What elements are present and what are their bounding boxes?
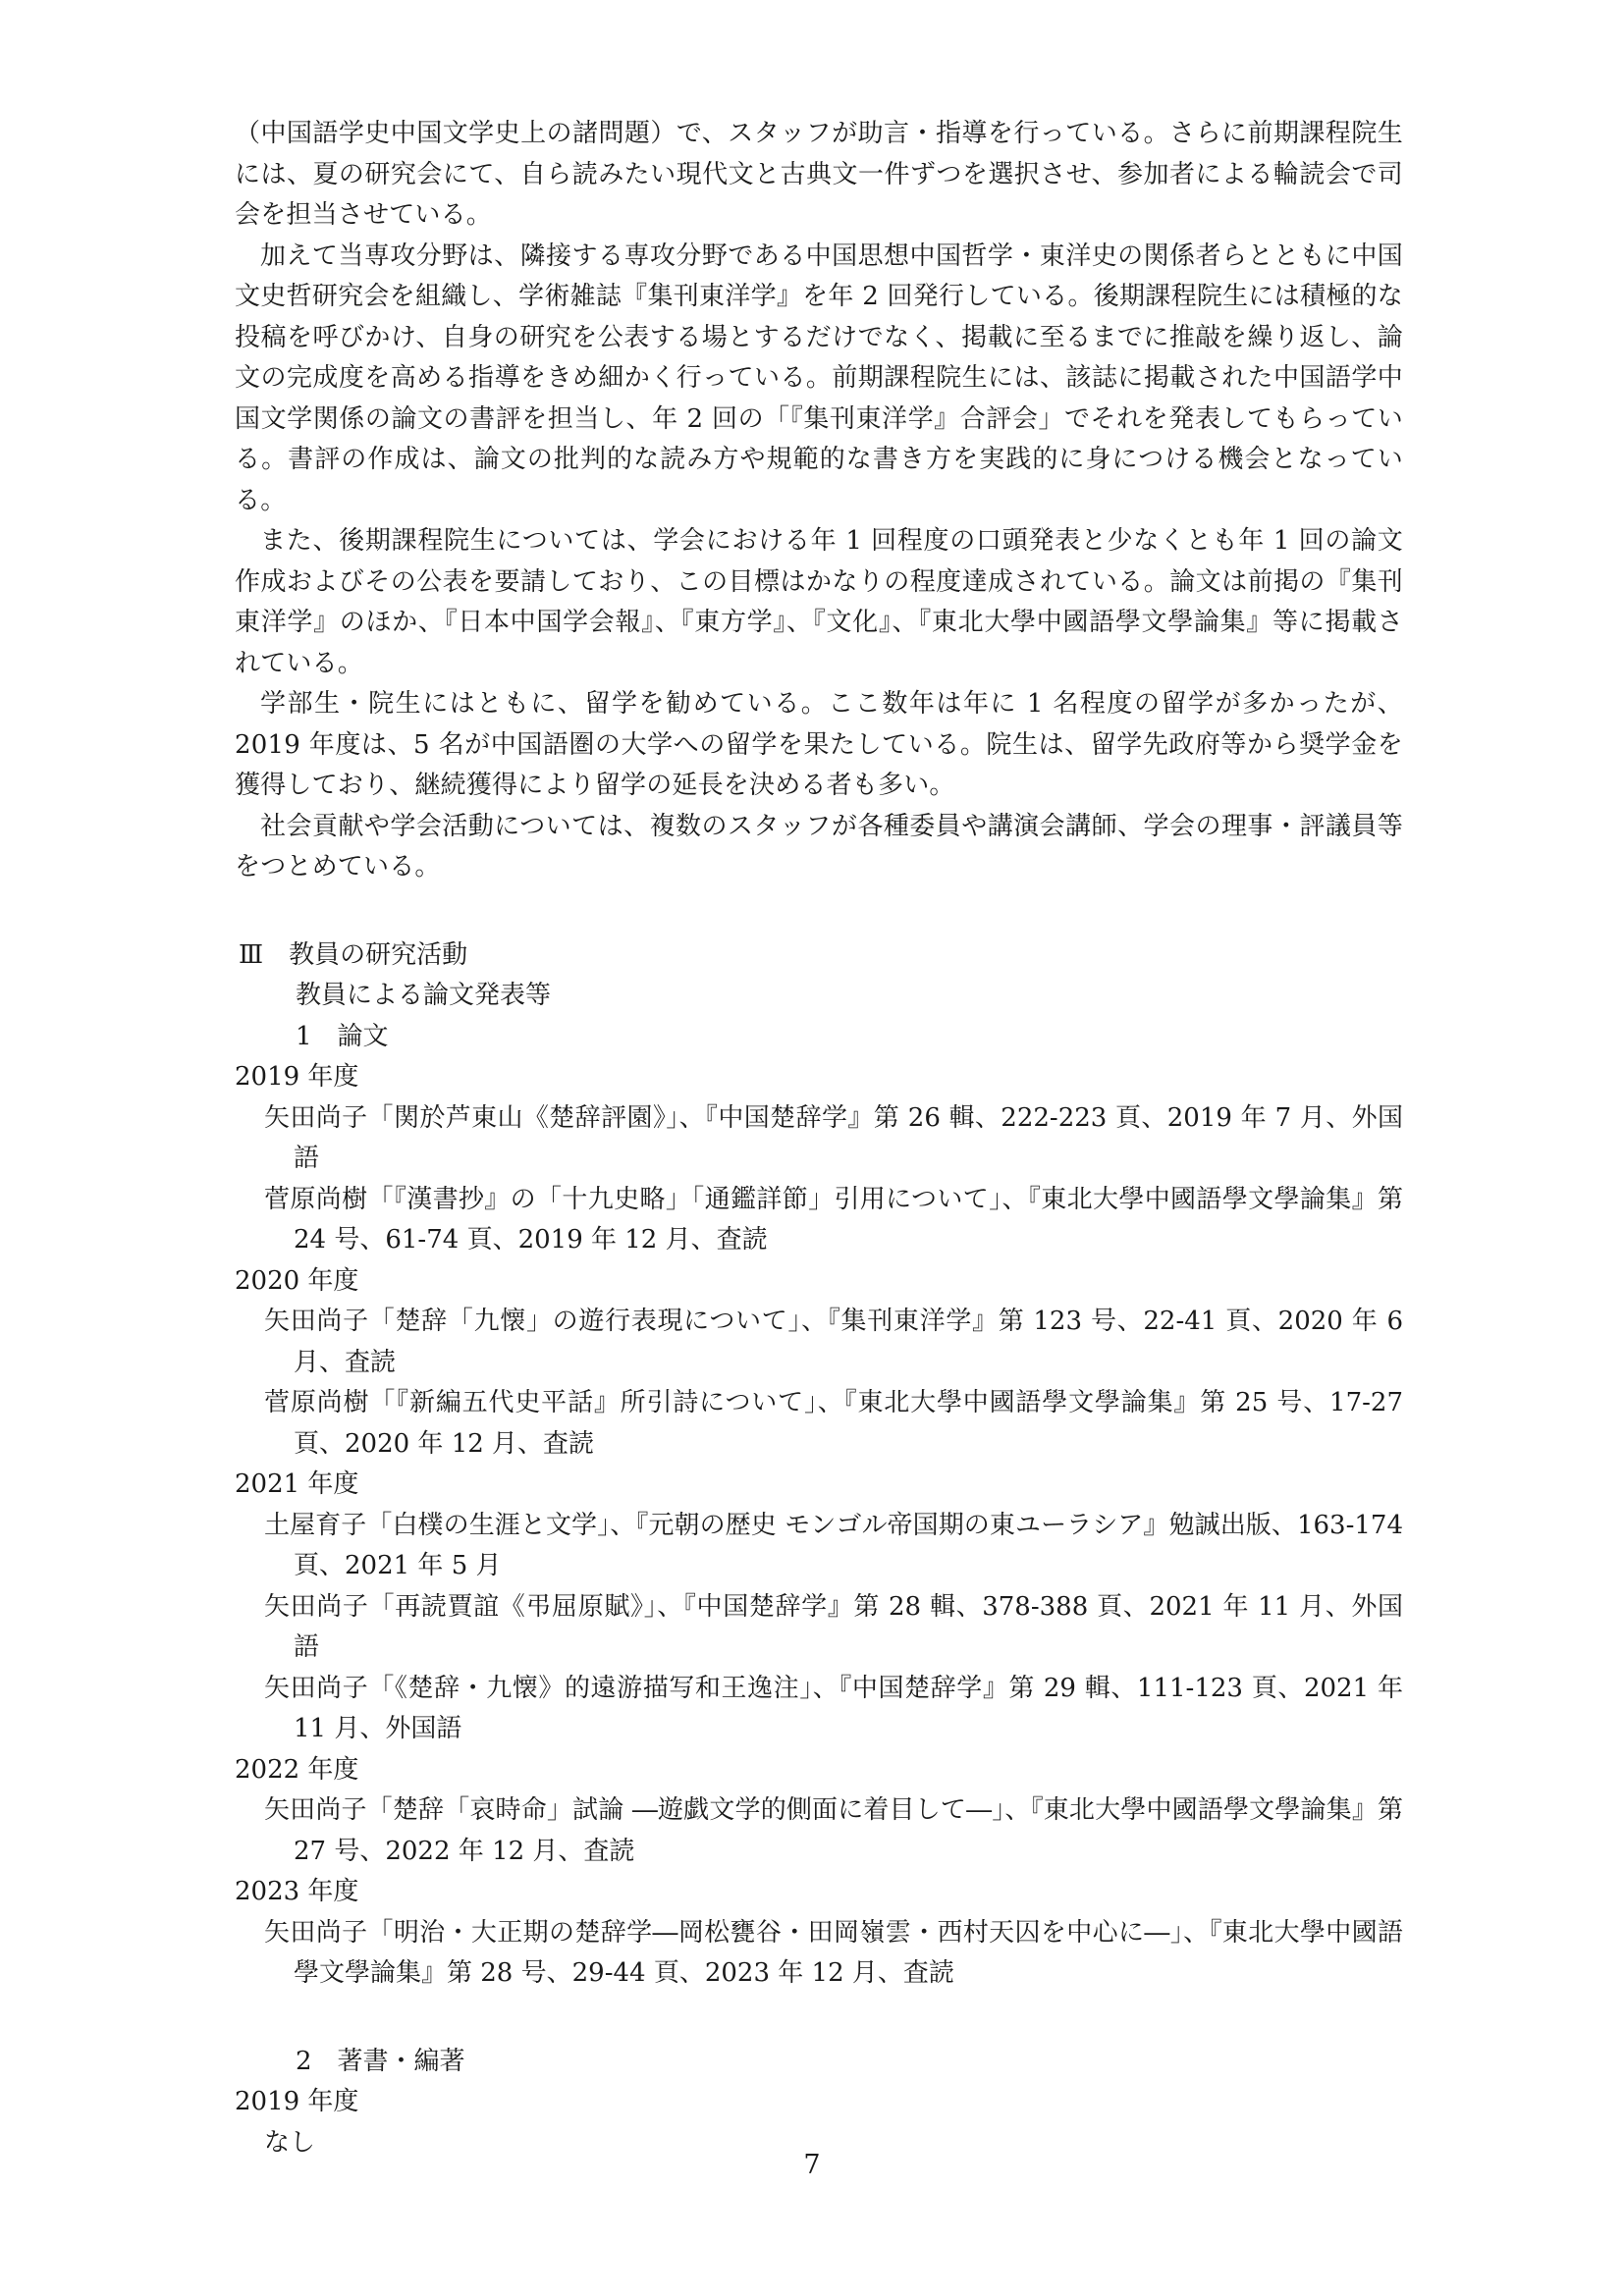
list-item: 菅原尚樹「『新編五代史平話』所引詩について」、『東北大學中國語學文學論集』第 25 号、17-27 頁、2020 年 12 月、査読 [264,1388,1403,1459]
part-heading-books: 2 著書・編著 [296,2046,465,2076]
list-item: 矢田尚子「楚辞「哀時命」試論 ―遊戯文学的側面に着目して―」、『東北大學中國語學文學論集』第 27 号、2022 年 12 月、査読 [264,1795,1403,1866]
spacer [235,888,1403,935]
spacer [235,1995,1403,2042]
list-item: 矢田尚子「《楚辞・九懐》的遠游描写和王逸注」、『中国楚辞学』第 29 輯、111-123 頁、2021 年 11 月、外国語 [264,1673,1403,1743]
list-item: なし [264,2127,316,2158]
list-item: 矢田尚子「明治・大正期の楚辞学―岡松甕谷・田岡嶺雲・西村天囚を中心に―」、『東北大學中國語學文學論集』第 28 号、29-44 頁、2023 年 12 月、査読 [264,1917,1403,1988]
page-number: 7 [803,2150,821,2180]
year-label: 2023 年度 [235,1877,359,1906]
section-heading: Ⅲ 教員の研究活動 [239,939,468,970]
year-label: 2022 年度 [235,1754,359,1785]
section-subheading: 教員による論文発表等 [296,981,552,1010]
year-label: 2021 年度 [235,1469,359,1499]
body-paragraph: 学部生・院生にはともに、留学を勧めている。ここ数年は年に 1 名程度の留学が多かったが、2019 年度は、5 名が中国語圏の大学への留学を果たしている。院生は、留学先政府等から奨学金を獲得しており、継続獲得により留学の延長を決める者も多い。 [235,689,1403,800]
part-heading-papers: 1 論文 [296,1021,389,1051]
body-paragraph: （中国語学史中国文学史上の諸問題）で、スタッフが助言・指導を行っている。さらに前期課程院生には、夏の研究会にて、自ら読みたい現代文と古典文一件ずつを選択させ、参加者による輪読会で司会を担当させている。 [235,119,1403,230]
body-paragraph: また、後期課程院生については、学会における年 1 回程度の口頭発表と少なくとも年 1 回の論文作成およびその公表を要請しており、この目標はかなりの程度達成されている。論文は前掲の『集刊東洋学』のほか、『日本中国学会報』、『東方学』、『文化』、『東北大學中國語學文學論集』等に掲載されている。 [235,526,1403,678]
year-label: 2019 年度 [235,1062,359,1092]
list-item: 矢田尚子「再読賈誼《弔屈原賦》」、『中国楚辞学』第 28 輯、378-388 頁、2021 年 11 月、外国語 [264,1591,1403,1662]
body-paragraph: 社会貢献や学会活動については、複数のスタッフが各種委員や講演会講師、学会の理事・評議員等をつとめている。 [235,811,1403,881]
list-item: 矢田尚子「関於芦東山《楚辞評園》」、『中国楚辞学』第 26 輯、222-223 頁、2019 年 7 月、外国語 [264,1102,1403,1173]
year-label: 2020 年度 [235,1265,359,1296]
document-page [235,114,1403,2163]
list-item: 矢田尚子「楚辞「九懐」の遊行表現について」、『集刊東洋学』第 123 号、22-41 頁、2020 年 6 月、査読 [264,1307,1403,1377]
body-paragraph: 加えて当専攻分野は、隣接する専攻分野である中国思想中国哲学・東洋史の関係者らとともに中国文史哲研究会を組織し、学術雑誌『集刊東洋学』を年 2 回発行している。後期課程院生には積極的な投稿を呼びかけ、自身の研究を公表する場とするだけでなく、掲載に至るまでに推敲を繰り返し、論文の完成度を高める指導をきめ細かく行っている。前期課程院生には、該誌に掲載された中国語学中国文学関係の論文の書評を担当し、年 2 回の「『集刊東洋学』合評会」でそれを発表してもらっている。書評の作成は、論文の批判的な読み方や規範的な書き方を実践的に身につける機会となっている。 [235,240,1404,515]
list-item: 土屋育子「白樸の生涯と文学」、『元朝の歴史 モンゴル帝国期の東ユーラシア』勉誠出版、163-174 頁、2021 年 5 月 [264,1510,1403,1580]
year-label: 2019 年度 [235,2087,359,2116]
list-item: 菅原尚樹「『漢書抄』の「十九史略」「通鑑詳節」引用について」、『東北大學中國語學文學論集』第 24 号、61-74 頁、2019 年 12 月、査読 [264,1184,1403,1255]
